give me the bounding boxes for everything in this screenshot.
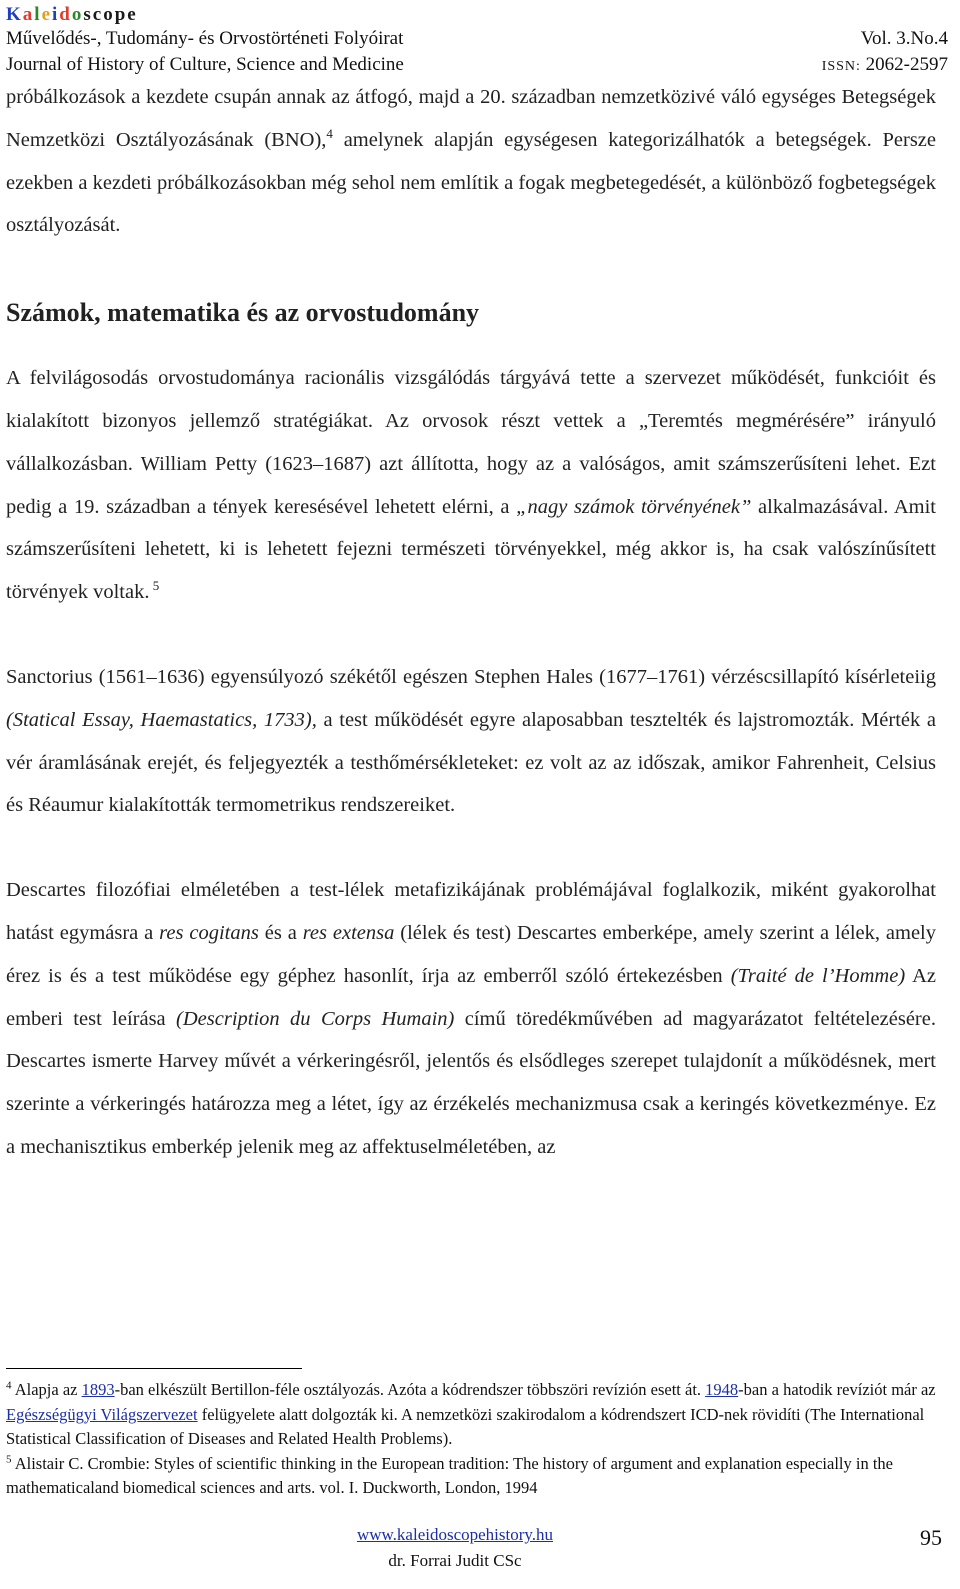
footnote-4-text-a: Alapja az bbox=[11, 1380, 82, 1399]
journal-header bbox=[6, 4, 950, 80]
paragraph-2-text-b: alkalmazásával. Amit számszerűsíteni lehetett, ki is lehetett fejezni természeti törvényekkel, még akkor is, ha csak valószínűsített törvények voltak. bbox=[6, 495, 937, 604]
author-name: dr. Forrai Judit CSc bbox=[388, 1551, 522, 1570]
footnote-4-text-d: felügyelete alatt dolgozták ki. A nemzetközi szakirodalom a kódrendszert ICD-nek rövidíti (The International Statistical Classification of Diseases and Related Health Problems). bbox=[6, 1404, 925, 1448]
footnote-divider bbox=[6, 1368, 302, 1369]
paragraph-4-text-b: és a bbox=[258, 921, 303, 944]
paragraph-4-text-d: Az emberi test leírása bbox=[6, 964, 936, 1030]
logo-letter: o bbox=[71, 4, 84, 25]
article-body bbox=[6, 76, 936, 1169]
footnote-4 bbox=[6, 1378, 936, 1452]
link-1893[interactable]: 1893 bbox=[81, 1380, 115, 1399]
logo-letter: a bbox=[22, 4, 35, 25]
paragraph-1 bbox=[6, 76, 936, 247]
paragraph-4-text-e: című töredékművében ad magyarázatot feltételezésére. Descartes ismerte Harvey művét a vérkeringésről, jelentős és elsődleges szerepet tulajdonít a működésnek, mert szerinte a vérkeringés határozza meg a létet, így az érzékelés mechanizmusa csak a keringés következménye. Ez a mechanisztikus emberkép jelenik meg az affektuselméletében, az bbox=[6, 1007, 936, 1158]
logo-letter: K bbox=[6, 4, 23, 25]
paragraph-4-italic-3: (Traité de l’Homme) bbox=[730, 964, 906, 987]
logo-letter: e bbox=[41, 4, 52, 25]
section-heading: Számok, matematika és az orvostudomány bbox=[6, 298, 480, 328]
logo-letter: c bbox=[92, 4, 104, 25]
footnote-4-text-b: -ban elkészült Bertillon-féle osztályozás. Azóta a kódrendszer többszöri revízión esett át. bbox=[114, 1380, 706, 1399]
volume-label: Vol. 3.No.4 bbox=[860, 28, 948, 49]
page-footer bbox=[0, 1523, 960, 1589]
journal-logo bbox=[6, 4, 950, 26]
link-who[interactable]: Egészségügyi Világszervezet bbox=[6, 1404, 198, 1424]
paragraph-2 bbox=[6, 357, 936, 614]
logo-letter: s bbox=[83, 4, 93, 25]
link-1948[interactable]: 1948 bbox=[705, 1380, 739, 1399]
logo-letter: l bbox=[34, 4, 42, 25]
page-number: 95 bbox=[920, 1525, 942, 1550]
journal-subtitle-hungarian: Művelődés-, Tudomány- és Orvostörténeti Folyóirat bbox=[6, 28, 404, 49]
footnote-ref-5[interactable]: 5 bbox=[149, 578, 160, 594]
paragraph-3-text-b: a test működését egyre alaposabban tesztelték és lajstromozták. Mérték a vér áramlásának erejét, és feljegyezték a testhőmérsékleteket: ez volt az az időszak, amikor Fahrenheit, Celsius és Réaumur kialakították termometrikus rendszereiket. bbox=[6, 708, 936, 817]
issn-number: 2062-2597 bbox=[865, 54, 948, 75]
footnotes bbox=[6, 1378, 936, 1501]
footnote-5 bbox=[6, 1452, 936, 1501]
paragraph-4-italic-2: res extensa bbox=[302, 921, 395, 944]
paragraph-1-text-b: amelynek alapján egységesen kategorizálhatók a betegségek. Persze ezekben a kezdeti próbálkozásokban még sehol nem említik a fogak megbetegedését, a különböző fogbetegségek osztályozását. bbox=[6, 128, 936, 237]
paragraph-1-text-a: próbálkozások a kezdete csupán annak az átfogó, majd a 20. században nemzetközivé váló egységes Betegségek Nemzetközi Osztályozásának (BNO), bbox=[6, 86, 936, 151]
footnote-4-number: 4 bbox=[6, 1379, 12, 1392]
footnote-4-text-c: -ban a hatodik revíziót már az bbox=[738, 1380, 936, 1399]
paragraph-3-text-a: Sanctorius (1561–1636) egyensúlyozó székétől egészen Stephen Hales (1677–1761) vérzéscsillapító kísérleteiig bbox=[6, 665, 936, 688]
paragraph-2-italic: „nagy számok törvényének” bbox=[516, 495, 752, 518]
issn-label: ISSN: bbox=[821, 59, 861, 74]
paragraph-2-text-a: A felvilágosodás orvostudománya racionális vizsgálódás tárgyává tette a szervezet működését, funkcióit és kialakított bizonyos jellemző stratégiákat. Az orvosok részt vettek a „Teremtés megmérésére” irányuló vállalkozásban. William Petty (1623–1687) azt állította, hogy az a valóságos, amit számszerűsíteni lehet. Ezt pedig a 19. században a tények keresésével lehetett elérni, a bbox=[6, 367, 936, 518]
footnote-5-text: Alistair C. Crombie: Styles of scientific thinking in the European tradition: The history of argument and explanation especially in the mathematicaland biomedical sciences and arts. vol. I. Duckworth, London, 1994 bbox=[6, 1453, 894, 1497]
logo-letter: e bbox=[127, 4, 138, 25]
logo-letter: p bbox=[114, 4, 128, 25]
paragraph-4-text-a: Descartes filozófiai elméletében a test-lélek metafizikájának problémájával foglalkozik, miként gyakorolhat hatást egymásra a bbox=[6, 879, 936, 944]
paragraph-4-text-c: (lélek és test) Descartes emberképe, amely szerint a lélek, amely érez is és a test működése egy géphez hasonlít, írja az emberről szóló értekezésben bbox=[6, 921, 936, 987]
logo-letter: o bbox=[103, 4, 115, 25]
website-link[interactable]: www.kaleidoscopehistory.hu bbox=[356, 1525, 554, 1544]
footnote-5-number: 5 bbox=[6, 1453, 12, 1465]
paragraph-4-italic-4: (Description du Corps Humain) bbox=[176, 1007, 455, 1030]
logo-letter: i bbox=[52, 4, 60, 25]
paragraph-3 bbox=[6, 656, 936, 827]
paragraph-4-italic-1: res cogitans bbox=[159, 921, 259, 944]
journal-subtitle-english: Journal of History of Culture, Science and Medicine bbox=[6, 54, 404, 75]
header-row-1 bbox=[6, 26, 950, 52]
logo-letter: d bbox=[59, 4, 72, 25]
paragraph-4 bbox=[6, 869, 936, 1169]
footnote-ref-4[interactable]: 4 bbox=[326, 125, 333, 141]
paragraph-3-italic: (Statical Essay, Haemastatics, 1733), bbox=[6, 708, 317, 731]
